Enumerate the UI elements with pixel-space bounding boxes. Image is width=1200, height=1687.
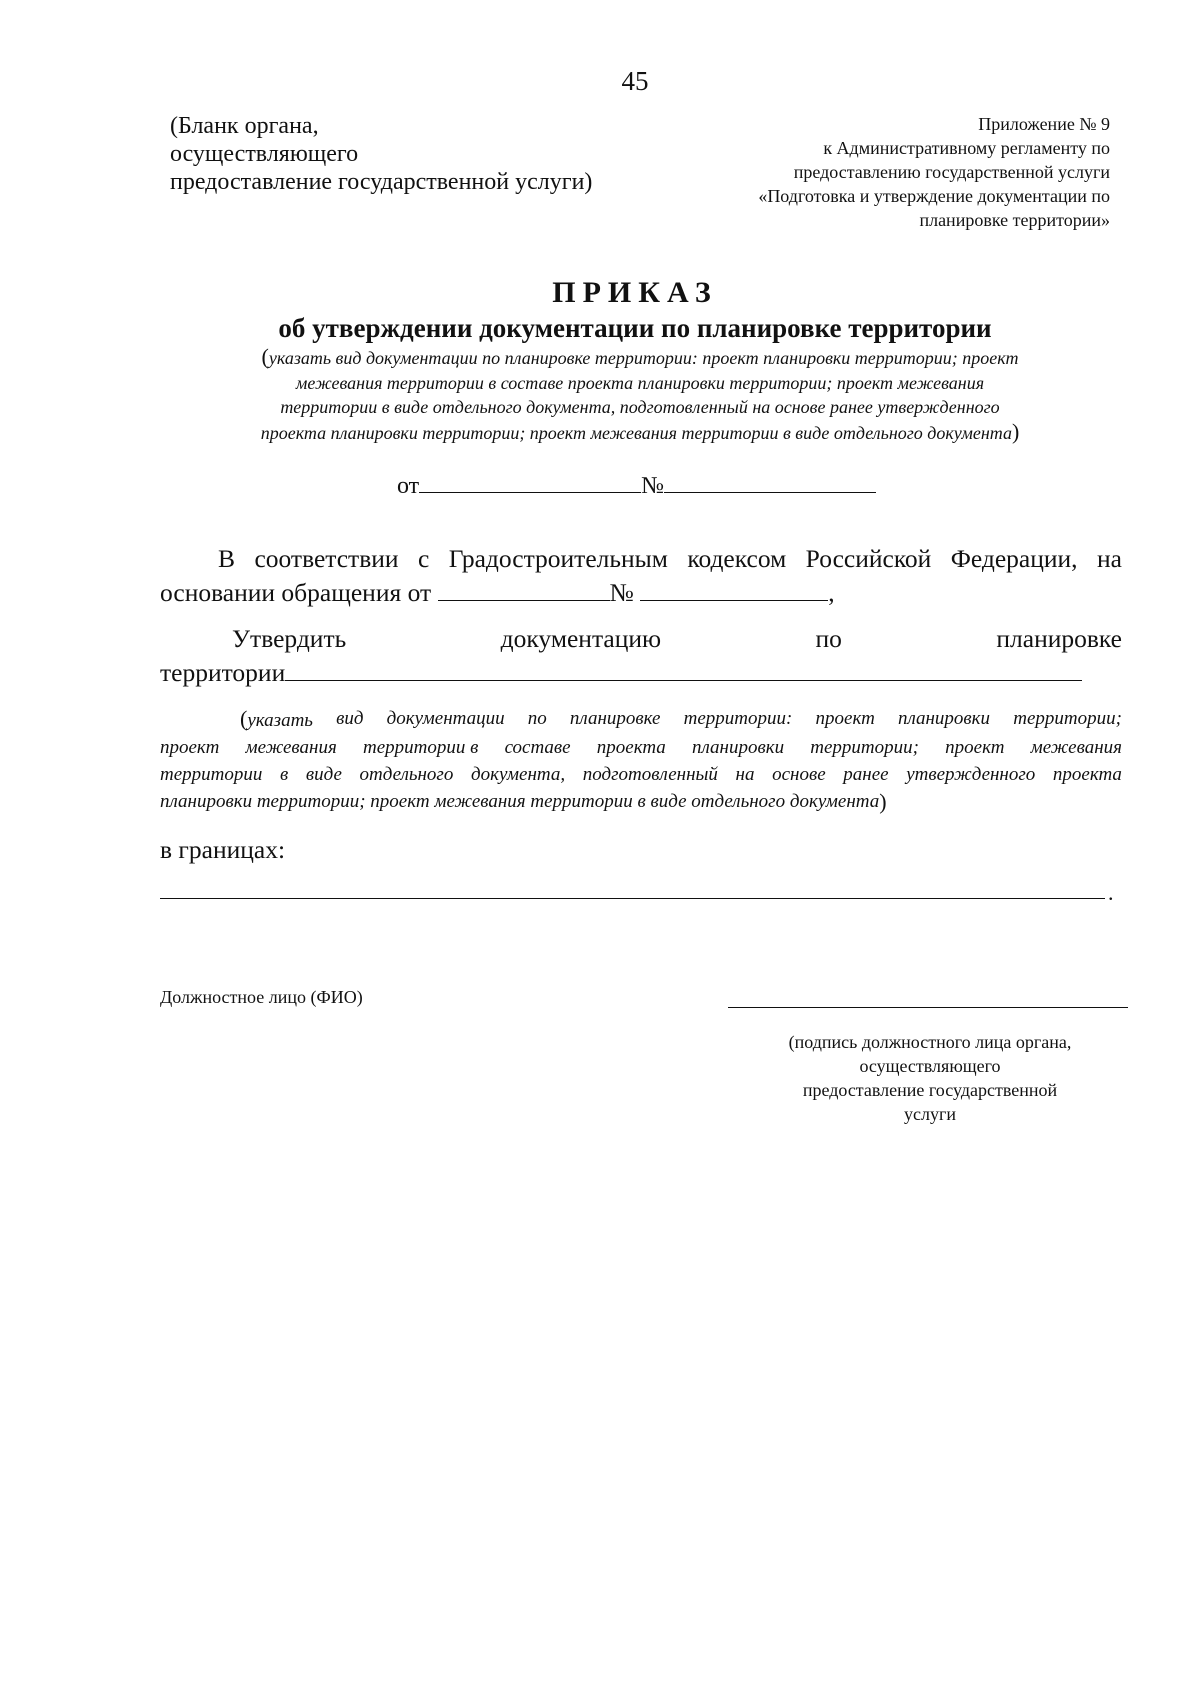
hint-word: проекта — [596, 737, 666, 758]
hint-row — [160, 761, 1122, 788]
hint-word: документа, — [470, 764, 566, 785]
word: по — [815, 624, 842, 653]
hint-word: основе — [772, 764, 826, 785]
request-date-field[interactable] — [438, 580, 610, 601]
documentation-type-hint — [160, 705, 1122, 815]
order-date-number-line — [397, 472, 876, 500]
hint-word: проекта — [1052, 764, 1122, 785]
hint-row — [160, 788, 1122, 815]
hint-word — [240, 705, 313, 734]
request-number-label: № — [609, 578, 634, 607]
signature-caption-line: (подпись должностного лица органа, — [788, 1032, 1072, 1052]
from-label: от — [397, 473, 420, 499]
hint-word: документации — [386, 708, 505, 729]
signature-caption-line: услуги — [904, 1104, 956, 1124]
word: на — [1096, 544, 1122, 573]
appendix-line: предоставлению государственной услуги — [793, 162, 1110, 182]
hint-close-paren: ) — [1011, 418, 1020, 444]
hint-word: утвержденного — [906, 764, 1036, 785]
appendix-line: планировке территории» — [919, 210, 1110, 230]
signature-field[interactable] — [728, 1007, 1128, 1008]
signature-caption-line: предоставление государственной — [802, 1080, 1058, 1100]
basis-line-1 — [160, 542, 1122, 576]
hint-word: по — [527, 708, 547, 729]
approve-paragraph — [160, 622, 1122, 690]
hint-word: территории; — [1013, 708, 1122, 729]
hint-word: ранее — [843, 764, 889, 785]
hint-word: подготовленный — [582, 764, 718, 785]
hint-word: территории в — [363, 737, 479, 758]
hint-word: составе — [504, 737, 571, 758]
borders-field[interactable] — [160, 898, 1105, 899]
basis-line-2 — [160, 576, 1122, 610]
word: Российской — [805, 544, 932, 573]
comma: , — [828, 578, 835, 607]
word: В — [218, 544, 236, 573]
borders-period: . — [1108, 880, 1114, 905]
hint-word: проект — [945, 737, 1005, 758]
order-type-hint — [175, 345, 1105, 445]
borders-label: в границах: — [160, 835, 286, 864]
basis-paragraph — [160, 542, 1122, 610]
territory-field[interactable] — [285, 660, 1082, 681]
word: Градостроительным — [448, 544, 668, 573]
hint-line: межевания территории в составе проекта планировки территории; проект межевания — [295, 372, 985, 393]
word: Федерации, — [950, 544, 1078, 573]
appendix-line: «Подготовка и утверждение документации по — [758, 186, 1110, 206]
appendix-line: к Административному регламенту по — [823, 138, 1110, 158]
hint-close-paren: ) — [879, 789, 887, 814]
hint-word: виде — [305, 764, 342, 785]
approve-line-1 — [160, 622, 1122, 656]
hint-word: территории: — [683, 708, 793, 729]
order-number-field[interactable] — [664, 472, 876, 493]
hint-word: планировке — [569, 708, 661, 729]
appendix-line: Приложение № 9 — [978, 114, 1110, 134]
approve-line-2 — [160, 656, 1122, 690]
hint-open-paren: ( — [240, 706, 248, 731]
hint-word-text: указать — [247, 710, 313, 731]
signature-caption — [760, 1030, 1100, 1126]
hint-word: вид — [336, 708, 364, 729]
org-blank-line: осуществляющего — [170, 141, 359, 167]
hint-row — [160, 705, 1122, 734]
page-number: 45 — [621, 66, 649, 96]
word: документацию — [500, 624, 662, 653]
hint-word: планировки — [897, 708, 991, 729]
hint-word: на — [735, 764, 755, 785]
word: Утвердить — [232, 624, 347, 653]
hint-line — [175, 345, 1105, 371]
org-blank-line: предоставление государственной услуги) — [170, 169, 593, 195]
hint-word: проект — [815, 708, 875, 729]
hint-word: проект — [160, 737, 220, 758]
hint-row — [160, 734, 1122, 761]
official-name-label: Должностное лицо (ФИО) — [160, 987, 363, 1007]
word: кодексом — [687, 544, 787, 573]
order-date-field[interactable] — [419, 472, 641, 493]
hint-line: территории в виде отдельного документа, подготовленный на основе ранее утвержденного — [280, 397, 1000, 417]
number-label: № — [641, 473, 665, 499]
order-subtitle: об утверждении документации по планировке территории — [278, 313, 992, 343]
appendix-reference — [650, 112, 1110, 232]
word: планировке — [996, 624, 1122, 653]
hint-word: в — [280, 764, 289, 785]
org-blank-line: (Бланк органа, — [170, 113, 319, 139]
hint-line-text: указать вид документации по планировке территории: проект планировки территории; проект — [268, 348, 1019, 368]
signature-caption-line: осуществляющего — [859, 1056, 1001, 1076]
hint-word: межевания — [1030, 737, 1122, 758]
word: соответствии — [254, 544, 399, 573]
hint-word: территории; — [810, 737, 919, 758]
hint-word: территории — [160, 764, 263, 785]
hint-word: отдельного — [359, 764, 454, 785]
hint-row-text: планировки территории; проект межевания территории в виде отдельного документа — [160, 791, 880, 812]
request-number-field[interactable] — [640, 580, 828, 601]
basis-prefix: основании обращения от — [160, 578, 432, 607]
hint-line — [175, 420, 1105, 446]
org-blank-placeholder — [170, 112, 592, 196]
hint-word: межевания — [245, 737, 337, 758]
territory-label: территории — [160, 658, 286, 687]
hint-word: планировки — [692, 737, 785, 758]
hint-line-text: проекта планировки территории; проект межевания территории в виде отдельного документа — [260, 422, 1012, 443]
order-title: ПРИКАЗ — [552, 276, 718, 309]
word: с — [417, 544, 430, 573]
hint-open-paren: ( — [261, 344, 269, 369]
